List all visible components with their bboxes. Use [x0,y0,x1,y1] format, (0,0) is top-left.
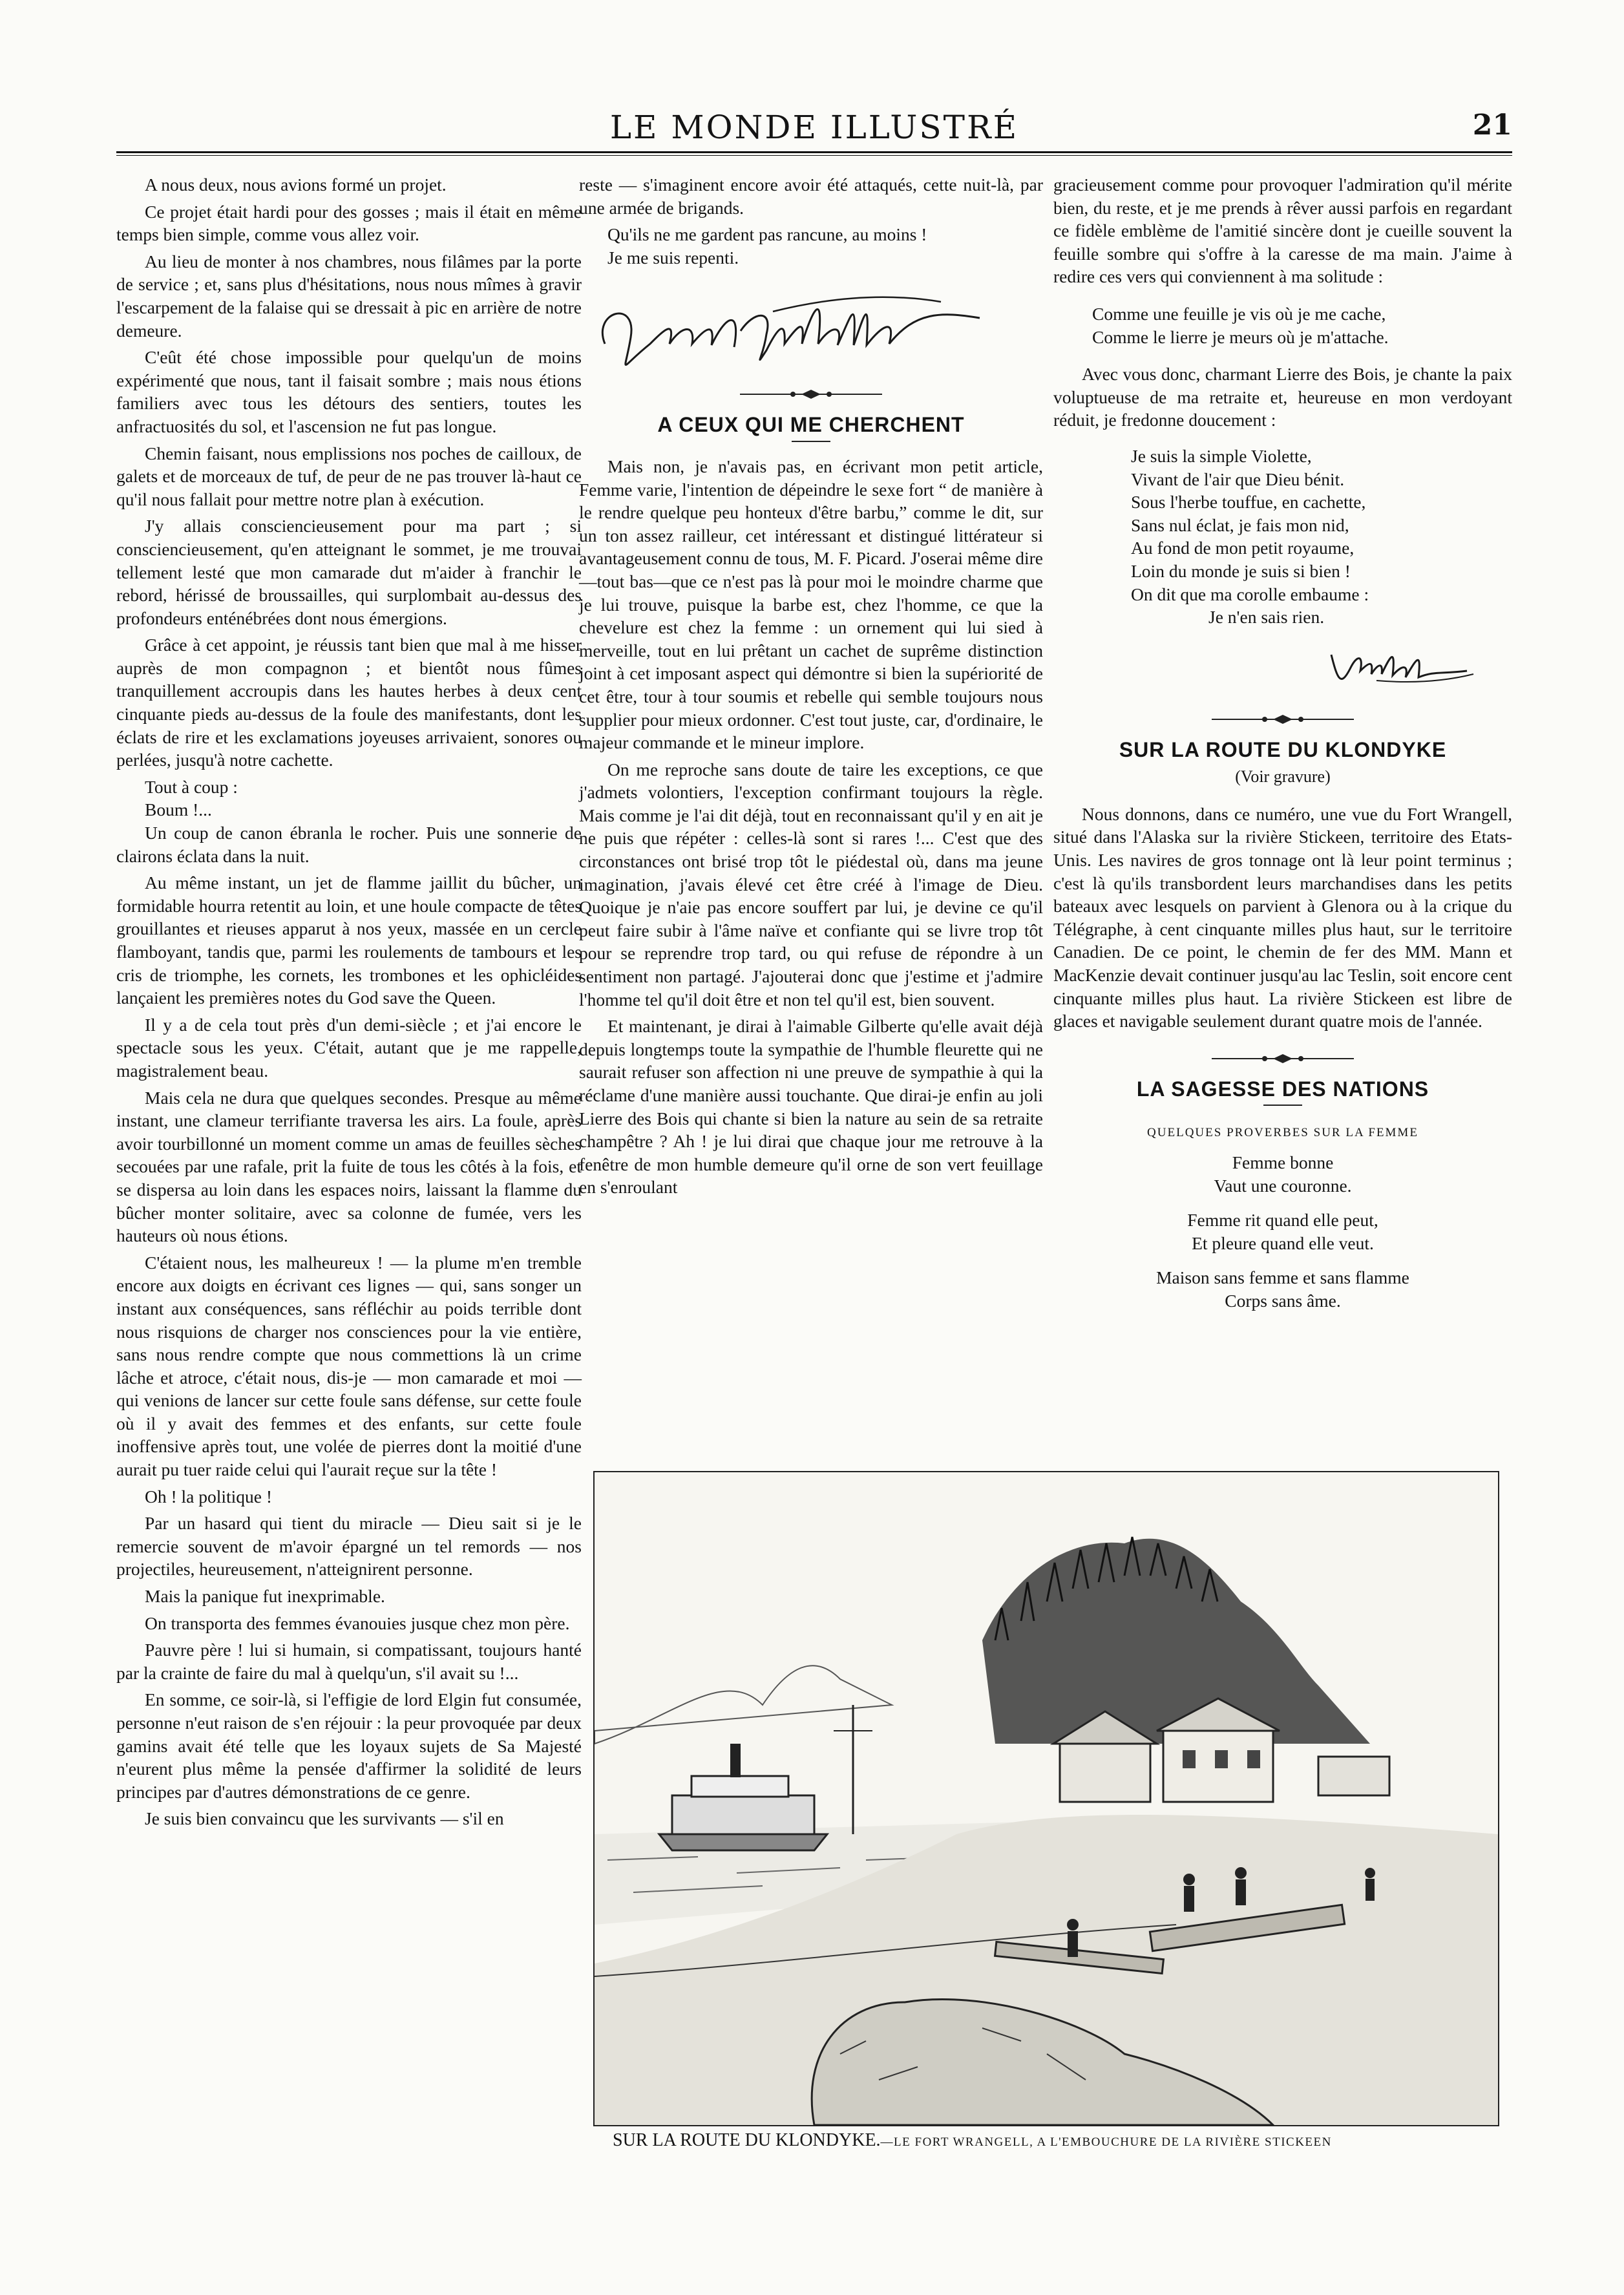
proverb-line: Vaut une couronne. [1214,1175,1352,1196]
poem-line: Je suis la simple Violette, [1131,445,1312,466]
paragraph: Je me suis repenti. [607,247,739,268]
column-2 [579,173,1043,1203]
paragraph: Pauvre père ! lui si humain, si compatissant, toujours hanté par la crainte de faire du mal à quelqu'un, s'il avait su !... [116,1640,582,1683]
paragraph: Ce projet était hardi pour des gosses ; mais il était en même temps bien simple, comme vous allez voir. [116,201,582,245]
engraving-caption [613,2130,1504,2151]
paragraph: Mais cela ne dura que quelques secondes. Presque au même instant, une clameur terrifiante traversa les airs. La foule, après avoir tourbillonné un moment comme un amas de feuilles sèches secouées par une rafale, prit la fuite de tous les côtés à la fois, et se dispersa au loin dans les espaces noirs, laissant la flamme du bûcher monter solitaire, avec sa colonne de fumée, vers les hauteurs où nous étions. [116,1087,582,1246]
paragraph: Au lieu de monter à nos chambres, nous filâmes par la porte de service ; et, sans plus d'hésitations, nous nous mîmes à gravir l'escarpement de la falaise qui se dressait à pic en arrière de notre demeure. [116,251,582,341]
paragraph: Avec vous donc, charmant Lierre des Bois, je chante la paix voluptueuse de ma retraite et, heureuse en mon verdoyant réduit, je fredonne doucement : [1053,364,1512,430]
engraving-fort-wrangell [593,1471,1499,2126]
heading-rule [792,441,830,442]
paragraph: J'y allais consciencieusement pour ma part ; si consciencieusement, qu'en atteignant le sommet, je me trouvai tellement lesté que mon camarade dut m'aider à franchir le rebord, hérissé de broussailles, qui surplombait au-dessus des profondeurs enténébrées dont nous émergions. [116,516,582,628]
page-number: 21 [1472,109,1512,142]
paragraph: Nous donnons, dans ce numéro, une vue du Fort Wrangell, situé dans l'Alaska sur la rivière Stickeen, territoire des Etats-Unis. Les navires de gros tonnage ont là leur point terminus ; c'est là qu'ils transbordent leurs marchandises dans les petits bateaux avec lesquels on parvient à Glenora ou à la crique du Télégraphe, à cent cinquante milles plus haut, sur le territoire Canadien. De ce point, le chemin de fer des MM. Mann et MacKenzie devait continuer jusqu'au lac Teslin, soit encore cent cinquante milles plus haut. La rivière Stickeen est libre de glaces et navigable seulement durant quatre mois de l'année. [1053,803,1512,1031]
poem [1131,445,1512,629]
poem-line: Je n'en sais rien. [1208,607,1325,628]
poem-line: Vivant de l'air que Dieu bénit. [1131,469,1345,489]
paragraph: Je suis bien convaincu que les survivants — s'il en [145,1808,504,1829]
paragraph: C'eût été chose impossible pour quelqu'un de moins expérimenté que nous, tant il faisait sombre ; mais nous étions familiers avec tous les détours des sentiers, toutes les anfractuosités du sol, et l'ascension ne fut pas longue. [116,347,582,436]
poem-line: Sans nul éclat, je fais mon nid, [1131,514,1349,535]
paragraph: Tout à coup : [145,776,238,797]
heading-rule [1263,1105,1302,1106]
ornament-divider [1212,1052,1354,1065]
paragraph: C'étaient nous, les malheureux ! — la plume m'en tremble encore aux doigts en écrivant ces lignes — qui, sans songer un instant aux conséquences, sans réfléchir au poids terrible dont nous risquions de charger nos consciences pour la vie entière, sans nous rendre compte que nous commettions là un crime lâche et atroce, c'était nous, dis-je — mon camarade et moi — qui venions de lancer sur cette foule sans défense, sur cette foule où il y avait des femmes et des enfants, sur cette foule inoffensive après tout, une volée de pierres dont la moitié d'une aurait pu tuer raide celui qui l'aurait reçue sur la tête ! [116,1252,582,1480]
caption-title: SUR LA ROUTE DU KLONDYKE. [613,2130,881,2150]
paragraph: Chemin faisant, nous emplissions nos poches de cailloux, de galets et de morceaux de tuf, de peur de ne pas trouver là-haut ce qu'il nous fallait pour mettre notre plan à exécution. [116,443,582,509]
verse [1092,302,1512,348]
newspaper-title: LE MONDE ILLUSTRÉ [609,109,1019,146]
paragraph: gracieusement comme pour provoquer l'admiration qu'il mérite bien, du reste, et je me prends à rêver aussi parfois en regardant ce fidèle emblème de l'amitié sincère dont je cueille souvent la feuille sombre qui s'offre à la caresse de ma main. J'aime à redire ces vers qui conviennent à ma solitude : [1053,175,1512,287]
poem-line: Au fond de mon petit royaume, [1131,538,1355,558]
poem-line: Sous l'herbe touffue, en cachette, [1131,492,1366,513]
section-heading-sagesse: LA SAGESSE DES NATIONS [1136,1077,1429,1101]
paragraph: Qu'ils ne me gardent pas rancune, au moins ! [607,224,927,245]
engraving-drawing [595,1472,1498,2125]
paragraph: En somme, ce soir-là, si l'effigie de lord Elgin fut consumée, personne n'eut raison de s'en réjouir : la peur provoquée par deux gamins avait été telle que les loyaux sujets de Sa Majesté n'eurent plus même la pensée d'affirmer la solidité de leurs principes par d'autres démonstrations de ce genre. [116,1689,582,1802]
proverb-line: Femme bonne [1232,1152,1334,1172]
paragraph: Au même instant, un jet de flamme jaillit du bûcher, un formidable hourra retentit au loin, et une houle compacte de têtes grouillantes et rieuses apparut à nos yeux, massée en un cercle flamboyant, tandis que, parmi les roulements de tambours et les cris de triomphe, les cornets, les trombones et les ophicléides lançaient les premières notes du God save the Queen. [116,873,582,1008]
column-1 [116,173,582,1834]
poem-line: Loin du monde je suis si bien ! [1131,560,1351,581]
proverb [1053,1209,1512,1254]
poem-line: On dit que ma corolle embaume : [1131,584,1369,604]
section-heading: A CEUX QUI ME CHERCHENT [657,413,965,437]
paragraph: Mais la panique fut inexprimable. [145,1586,385,1607]
paragraph: Il y a de cela tout près d'un demi-siècle ; et j'ai encore le spectacle sous les yeux. C'était, autant que je me rappelle, magistralement beau. [116,1014,582,1081]
paragraph: Et maintenant, je dirai à l'aimable Gilberte qu'elle avait déjà depuis longtemps toute la sympathie de l'humble fleurette qui ne saurait refuser son affection ni une preuve de sympathie à qui la réclame d'une manière aussi touchante. Que dirai-je enfin au joli Lierre des Bois qui chante si bien la nature au sein de sa retraite champêtre ? Ah ! je lui dirai que chaque jour me retrouve à la fenêtre de mon humble demeure qu'il orne de son vert feuillage en s'enroulant [579,1016,1043,1198]
paragraph: reste — s'imaginent encore avoir été attaqués, cette nuit-là, par une armée de brigands. [579,175,1043,218]
paragraph: Grâce à cet appoint, je réussis tant bien que mal à me hisser auprès de mon compagnon ; et bientôt nous fûmes tranquillement accroupis dans les hautes herbes à deux cent cinquante pieds au-dessus de la foule des manifestants, dont les éclats de rire et les exclamations joyeuses arrivaient, sonores ou perlées, jusqu'à notre cachette. [116,635,582,770]
section-heading-klondyke: SUR LA ROUTE DU KLONDYKE [1119,737,1447,761]
caption-subtitle: —LE FORT WRANGELL, A L'EMBOUCHURE DE LA RIVIÈRE STICKEEN [880,2135,1332,2149]
paragraph: On transporta des femmes évanouies jusque chez mon père. [145,1613,570,1633]
proverb-line: Corps sans âme. [1225,1290,1341,1311]
paragraph: Par un hasard qui tient du miracle — Dieu sait si je le remercie souvent de m'avoir épargné un tel remords — nos projectiles, heureusement, n'atteignirent personne. [116,1513,582,1580]
ornament-divider [1212,713,1354,726]
paragraph: Oh ! la politique ! [145,1486,273,1507]
paragraph: Boum !... [145,799,212,820]
verse-line: Comme le lierre je meurs où je m'attache. [1092,326,1389,347]
section-subheading: QUELQUES PROVERBES SUR LA FEMME [1147,1126,1418,1140]
proverb [1053,1266,1512,1312]
column-3 [1053,173,1512,1324]
masthead [116,109,1512,149]
section-subheading: (Voir gravure) [1235,767,1331,787]
header-rule [116,151,1512,156]
proverb-line: Femme rit quand elle peut, [1187,1210,1378,1231]
proverb-line: Et pleure quand elle veut. [1192,1232,1374,1253]
verse-line: Comme une feuille je vis où je me cache, [1092,303,1386,324]
paragraph: A nous deux, nous avions formé un projet. [145,175,447,195]
proverb [1053,1151,1512,1197]
proverb-line: Maison sans femme et sans flamme [1156,1267,1409,1288]
signature-violette [1053,642,1506,693]
paragraph: Un coup de canon ébranla le rocher. Puis une sonnerie de clairons éclata dans la nuit. [116,823,582,866]
signature-frechette [579,273,1031,376]
paragraph: Mais non, je n'avais pas, en écrivant mon petit article, Femme varie, l'intention de dépeindre le sexe fort “ de manière à le rendre quelque peu honteux d'être barbu,” comme le dit, sur un ton assez railleur, cet intéressant et distingué littérateur si avantageusement connu de tous, M. F. Picard. J'oserai même dire—tout bas—que ce n'est pas là pour moi le moindre charme que je lui trouve, puisque la barbe est, chez l'homme, ce que la chevelure est chez la femme : un ornement qui lui sied à merveille, tout en lui prêtant un cachet de suprême distinction joint à cet imposant aspect qui démontre si bien la supériorité de cet être, tour à tour soumis et rebelle qui semble toujours nous supplier pour mieux ordonner. C'est tout juste, car, d'ordinaire, le majeur commande et le mineur implore. [579,456,1043,753]
ornament-divider [740,388,882,401]
paragraph: On me reproche sans doute de taire les exceptions, ce que j'admets volontiers, l'exception confirmant toujours la règle. Mais comme je l'ai dit déjà, tout en reconnaissant qu'il y en ait je ne puis que répéter : celles-là sont si rares !... C'est que des circonstances ont brisé trop tôt le piédestal où, dans ma jeune imagination, j'avais élevé cet être créé à l'image de Dieu. Quoique je n'aie pas encore souffert par lui, je devine ce qu'il peut faire subir à l'âme naïve et confiante qui se livre trop tôt pour se reprendre trop tard, ou qui refuse de répondre à un sentiment non partagé. J'ajouterai donc que j'estime et j'admire l'homme tel qu'il doit être et non tel qu'il est, bien souvent. [579,759,1043,1010]
